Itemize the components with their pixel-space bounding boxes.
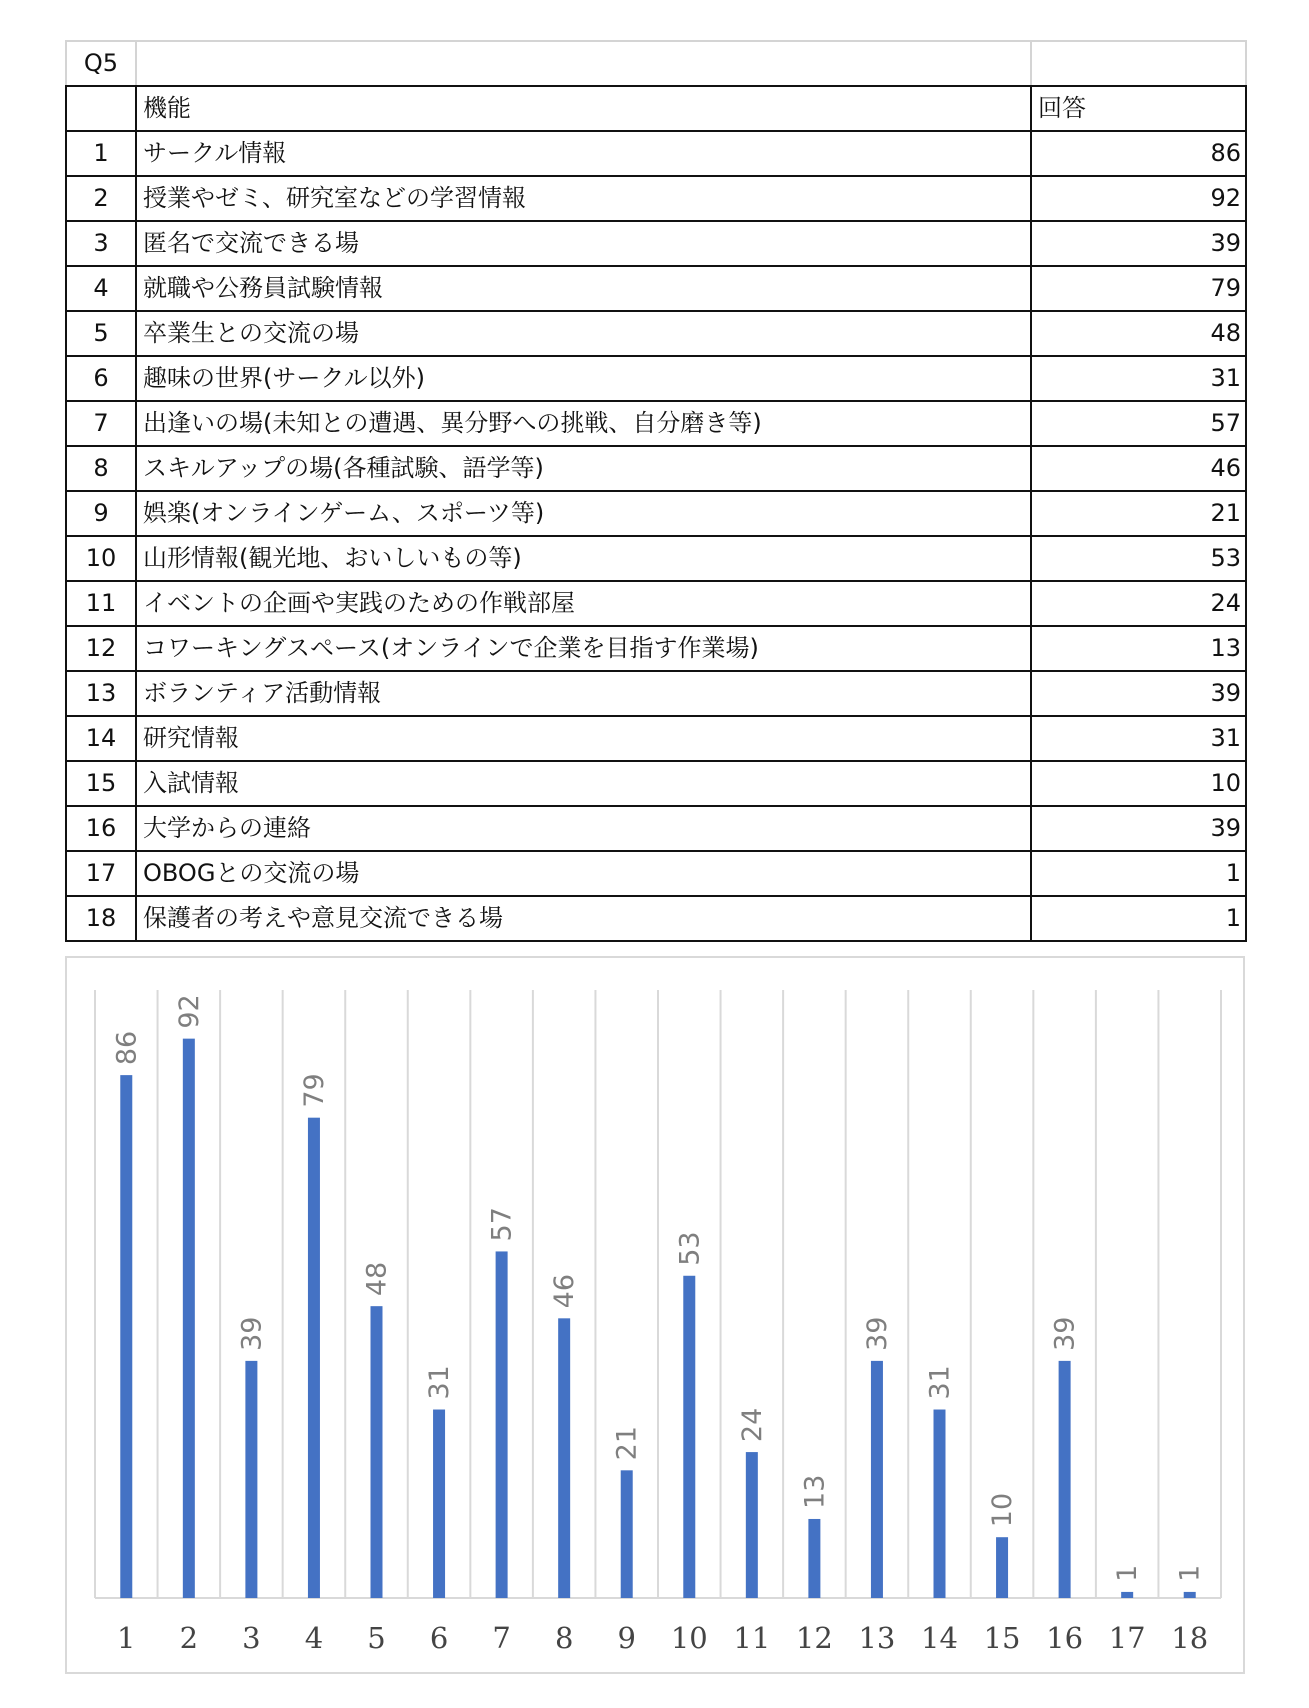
row-number: 12 — [66, 626, 136, 671]
row-function: 趣味の世界(サークル以外) — [136, 356, 1031, 401]
data-label: 39 — [1049, 1316, 1081, 1351]
row-answer: 24 — [1031, 581, 1246, 626]
row-answer: 57 — [1031, 401, 1246, 446]
table-row — [66, 356, 1246, 401]
bar — [496, 1251, 508, 1598]
x-tick-label: 3 — [242, 1621, 261, 1655]
data-label: 86 — [111, 1030, 143, 1066]
row-number: 13 — [66, 671, 136, 716]
row-answer: 1 — [1031, 851, 1246, 896]
row-function: サークル情報 — [136, 131, 1031, 176]
row-number: 17 — [66, 851, 136, 896]
row-number: 14 — [66, 716, 136, 761]
row-answer: 39 — [1031, 671, 1246, 716]
data-label: 79 — [298, 1073, 330, 1108]
bar — [808, 1519, 820, 1598]
header-no — [66, 86, 136, 131]
table-row — [66, 626, 1246, 671]
data-label: 31 — [424, 1365, 456, 1400]
row-answer: 92 — [1031, 176, 1246, 221]
bar — [621, 1470, 633, 1598]
table-row — [66, 851, 1246, 896]
row-function: OBOGとの交流の場 — [136, 851, 1031, 896]
table-row — [66, 716, 1246, 761]
table-row — [66, 131, 1246, 176]
bar — [934, 1410, 946, 1598]
row-function: イベントの企画や実践のための作戦部屋 — [136, 581, 1031, 626]
row-number: 16 — [66, 806, 136, 851]
data-label: 92 — [173, 994, 205, 1029]
bar — [1184, 1592, 1196, 1598]
question-label: Q5 — [66, 41, 136, 86]
row-function: 授業やゼミ、研究室などの学習情報 — [136, 176, 1031, 221]
x-tick-label: 14 — [921, 1621, 958, 1655]
x-tick-label: 9 — [617, 1621, 636, 1655]
row-function: 娯楽(オンラインゲーム、スポーツ等) — [136, 491, 1031, 536]
x-tick-label: 2 — [179, 1621, 199, 1655]
row-answer: 10 — [1031, 761, 1246, 806]
question-row — [66, 41, 1246, 86]
x-tick-label: 11 — [733, 1621, 771, 1655]
row-number: 5 — [66, 311, 136, 356]
row-number: 9 — [66, 491, 136, 536]
x-tick-label: 18 — [1171, 1621, 1209, 1655]
row-answer: 1 — [1031, 896, 1246, 941]
x-tick-label: 15 — [983, 1621, 1021, 1655]
row-function: スキルアップの場(各種試験、語学等) — [136, 446, 1031, 491]
header-row — [66, 86, 1246, 131]
row-answer: 46 — [1031, 446, 1246, 491]
table-row — [66, 491, 1246, 536]
question-blank-cell — [136, 41, 1031, 86]
data-label: 21 — [611, 1425, 643, 1461]
row-function: ボランティア活動情報 — [136, 671, 1031, 716]
row-number: 7 — [66, 401, 136, 446]
row-answer: 48 — [1031, 311, 1246, 356]
x-tick-label: 16 — [1046, 1621, 1084, 1655]
x-tick-label: 7 — [492, 1621, 511, 1655]
q5-table — [65, 40, 1247, 942]
data-label: 46 — [549, 1273, 581, 1309]
data-label: 57 — [486, 1207, 518, 1242]
row-function: 大学からの連絡 — [136, 806, 1031, 851]
row-answer: 79 — [1031, 266, 1246, 311]
row-number: 6 — [66, 356, 136, 401]
bar — [746, 1452, 758, 1598]
data-label: 53 — [674, 1231, 706, 1266]
row-number: 10 — [66, 536, 136, 581]
bar — [558, 1318, 570, 1598]
bar — [996, 1537, 1008, 1598]
data-label: 39 — [236, 1316, 268, 1351]
header-function: 機能 — [136, 86, 1031, 131]
table-row — [66, 176, 1246, 221]
row-function: 保護者の考えや意見交流できる場 — [136, 896, 1031, 941]
row-number: 15 — [66, 761, 136, 806]
bar — [120, 1075, 132, 1598]
table-row — [66, 221, 1246, 266]
row-answer: 86 — [1031, 131, 1246, 176]
row-answer: 31 — [1031, 356, 1246, 401]
header-answer: 回答 — [1031, 86, 1246, 131]
row-function: 山形情報(観光地、おいしいもの等) — [136, 536, 1031, 581]
x-tick-label: 4 — [304, 1621, 324, 1655]
row-number: 1 — [66, 131, 136, 176]
bar-chart — [65, 956, 1245, 1674]
row-function: 卒業生との交流の場 — [136, 311, 1031, 356]
table-row — [66, 581, 1246, 626]
table-row — [66, 806, 1246, 851]
data-label: 13 — [799, 1474, 831, 1509]
row-answer: 31 — [1031, 716, 1246, 761]
table-row — [66, 401, 1246, 446]
data-label: 10 — [987, 1492, 1019, 1528]
data-label: 48 — [361, 1261, 393, 1297]
row-number: 4 — [66, 266, 136, 311]
bar — [308, 1118, 320, 1598]
row-number: 3 — [66, 221, 136, 266]
row-answer: 53 — [1031, 536, 1246, 581]
row-number: 2 — [66, 176, 136, 221]
bar — [371, 1306, 383, 1598]
bar-chart-svg — [67, 958, 1243, 1672]
row-function: 就職や公務員試験情報 — [136, 266, 1031, 311]
row-answer: 39 — [1031, 806, 1246, 851]
x-tick-label: 5 — [367, 1621, 386, 1655]
x-tick-label: 10 — [670, 1621, 708, 1655]
x-tick-label: 13 — [858, 1621, 896, 1655]
data-label: 1 — [1174, 1564, 1206, 1582]
row-function: 出逢いの場(未知との遭遇、異分野への挑戦、自分磨き等) — [136, 401, 1031, 446]
row-number: 8 — [66, 446, 136, 491]
table-row — [66, 446, 1246, 491]
data-label: 39 — [861, 1316, 893, 1351]
row-function: コワーキングスペース(オンラインで企業を目指す作業場) — [136, 626, 1031, 671]
row-answer: 39 — [1031, 221, 1246, 266]
bar — [433, 1410, 445, 1598]
data-label: 1 — [1112, 1564, 1144, 1582]
table-row — [66, 311, 1246, 356]
data-label: 24 — [736, 1407, 768, 1443]
question-blank-cell — [1031, 41, 1246, 86]
table-row — [66, 671, 1246, 716]
x-tick-label: 6 — [429, 1621, 449, 1655]
row-answer: 21 — [1031, 491, 1246, 536]
row-answer: 13 — [1031, 626, 1246, 671]
table-row — [66, 536, 1246, 581]
bar — [183, 1039, 195, 1598]
bar — [871, 1361, 883, 1598]
row-number: 11 — [66, 581, 136, 626]
table-row — [66, 896, 1246, 941]
row-function: 匿名で交流できる場 — [136, 221, 1031, 266]
row-function: 研究情報 — [136, 716, 1031, 761]
x-tick-label: 8 — [554, 1621, 574, 1655]
row-function: 入試情報 — [136, 761, 1031, 806]
row-number: 18 — [66, 896, 136, 941]
table-row — [66, 761, 1246, 806]
bar — [1059, 1361, 1071, 1598]
x-tick-label: 12 — [795, 1621, 833, 1655]
x-tick-label: 17 — [1108, 1621, 1146, 1655]
data-label: 31 — [924, 1365, 956, 1400]
bar — [245, 1361, 257, 1598]
table-row — [66, 266, 1246, 311]
bar — [683, 1276, 695, 1598]
x-tick-label: 1 — [117, 1621, 136, 1655]
bar — [1121, 1592, 1133, 1598]
